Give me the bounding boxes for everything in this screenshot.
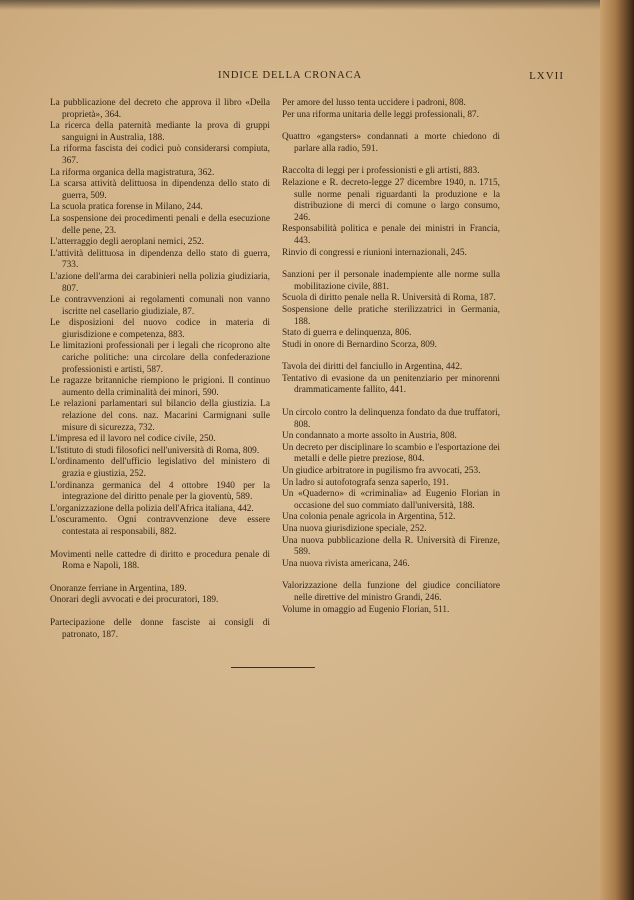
page-header: [0, 70, 600, 86]
index-entry: Un circolo contro la delinquenza fondato da due truffatori, 808.: [282, 408, 500, 430]
index-entry: Un condannato a morte assolto in Austria, 808.: [282, 431, 457, 442]
index-group: [282, 408, 500, 570]
index-entry: Raccolta di leggi per i professionisti e gli artisti, 883.: [282, 166, 480, 177]
index-group: [50, 550, 270, 573]
index-entry: L'ordinanza germanica del 4 ottobre 1940 per la integrazione del diritto penale per la gioventù, 589.: [50, 480, 270, 503]
index-entry: L'azione dell'arma dei carabinieri nella polizia giudiziaria, 807.: [50, 271, 270, 294]
index-entry: Volume in omaggio ad Eugenio Florian, 511.: [282, 604, 450, 615]
group-gap: [282, 121, 500, 132]
index-entry: Le relazioni parlamentari sul bilancio della giustizia. La relazione del cons. naz. Macarini Carmignani sulle misure di sicurezza, 732.: [50, 399, 270, 433]
index-group: [282, 98, 500, 121]
index-entry: Onorari degli avvocati e dei procuratori, 189.: [50, 595, 219, 606]
group-gap: [50, 539, 270, 550]
index-entry: Valorizzazione della funzione del giudice conciliatore nelle direttive del ministro Grandi, 246.: [282, 581, 500, 603]
group-gap: [282, 351, 500, 362]
page-title: INDICE DELLA CRONACA: [218, 70, 362, 81]
index-entry: Per una riforma unitaria delle leggi professionali, 87.: [282, 109, 479, 120]
index-entry: Le limitazioni professionali per i legali che ricoprono alte cariche politiche: una circolare della confederazione professionisti e artisti, 587.: [50, 341, 270, 375]
index-group: [282, 166, 500, 259]
index-entry: Una nuova giurisdizione speciale, 252.: [282, 524, 427, 534]
index-group: [282, 270, 500, 351]
index-entry: Un «Quaderno» di «criminalia» ad Eugenio Florian in occasione del suo commiato dall'università, 188.: [282, 489, 500, 511]
top-edge-shadow: [0, 0, 634, 10]
group-gap: [282, 155, 500, 166]
index-entry: Onoranze ferriane in Argentina, 189.: [50, 583, 187, 594]
index-group: [282, 362, 500, 397]
index-entry: Relazione e R. decreto-legge 27 dicembre 1940, n. 1715, sulle norme penali riguardanti la produzione e la distribuzione di merci di comune o largo consumo, 246.: [282, 177, 500, 223]
index-entry: Un giudice arbitratore in pugilismo fra avvocati, 253.: [282, 466, 481, 477]
index-entry: La ricerca della paternità mediante la prova di gruppi sanguigni in Australia, 188.: [50, 121, 270, 143]
index-entry: La riforma organica della magistratura, 362.: [50, 167, 215, 178]
index-entry: Un decreto per disciplinare lo scambio e l'esportazione dei metalli e delle pietre preziose, 804.: [282, 442, 500, 465]
index-column-right: [282, 98, 500, 616]
index-entry: La riforma fascista dei codici può considerarsi compiuta, 367.: [50, 144, 270, 166]
group-gap: [282, 259, 500, 270]
index-entry: Responsabilità politica e penale dei ministri in Francia, 443.: [282, 224, 500, 246]
index-entry: L'attività delittuosa in dipendenza dello stato di guerra, 733.: [50, 248, 270, 271]
index-column-left: [50, 98, 270, 641]
index-group: [50, 584, 270, 607]
index-entry: Tavola dei diritti del fanciullo in Argentina, 442.: [282, 362, 463, 373]
index-entry: L'organizzazione della polizia dell'Africa italiana, 442.: [50, 503, 254, 514]
group-gap: [282, 570, 500, 581]
group-gap: [50, 607, 270, 618]
group-gap: [282, 397, 500, 408]
index-entry: Un ladro si autofotografa senza saperlo, 191.: [282, 477, 449, 488]
index-entry: L'Istituto di studi filosofici nell'università di Roma, 809.: [50, 445, 260, 456]
index-entry: Tentativo di evasione da un penitenziario per minorenni drammaticamente fallito, 441.: [282, 373, 500, 396]
index-entry: L'impresa ed il lavoro nel codice civile, 250.: [50, 434, 216, 445]
index-entry: Una colonia penale agricola in Argentina, 512.: [282, 512, 456, 523]
group-gap: [50, 573, 270, 584]
index-entry: L'ordinamento dell'ufficio legislativo del ministero di grazia e giustizia, 252.: [50, 457, 270, 479]
index-group: [282, 581, 500, 616]
end-rule: [231, 667, 315, 668]
index-entry: Le contravvenzioni ai regolamenti comunali non vanno iscritte nel casellario giudiziale, 87.: [50, 295, 270, 317]
index-entry: La scarsa attività delittuosa in dipendenza dello stato di guerra, 509.: [50, 179, 270, 201]
index-entry: Una nuova rivista americana, 246.: [282, 558, 410, 569]
index-entry: Movimenti nelle cattedre di diritto e procedura penale di Roma e Napoli, 188.: [50, 549, 270, 572]
page-number: LXVII: [529, 70, 564, 82]
index-entry: Per amore del lusso tenta uccidere i padroni, 808.: [282, 98, 466, 108]
index-entry: Rinvio di congressi e riunioni internazionali, 245.: [282, 247, 467, 258]
index-entry: Partecipazione delle donne fasciste ai consigli di patronato, 187.: [50, 617, 270, 640]
index-entry: Sospensione delle pratiche sterilizzatrici in Germania, 188.: [282, 304, 500, 327]
book-spine-edge: [600, 0, 634, 900]
index-entry: Scuola di diritto penale nella R. Università di Roma, 187.: [282, 293, 496, 304]
index-entry: Le ragazze britanniche riempiono le prigioni. Il continuo aumento della criminalità dei minori, 590.: [50, 376, 270, 398]
index-entry: Stato di guerra e delinquenza, 806.: [282, 328, 412, 339]
index-entry: Quattro «gangsters» condannati a morte chiedono di parlare alla radio, 591.: [282, 132, 500, 154]
index-entry: Le disposizioni del nuovo codice in materia di giurisdizione e competenza, 883.: [50, 318, 270, 340]
index-group: [282, 132, 500, 155]
index-entry: La sospensione dei procedimenti penali e della esecuzione delle pene, 23.: [50, 213, 270, 236]
index-group: [50, 618, 270, 641]
index-entry: La pubblicazione del decreto che approva il libro «Della proprietà», 364.: [50, 98, 270, 120]
index-entry: Una nuova pubblicazione della R. Università di Firenze, 589.: [282, 535, 500, 558]
index-entry: Studi in onore di Bernardino Scorza, 809.: [282, 339, 437, 350]
index-entry: L'atterraggio degli aeroplani nemici, 252.: [50, 237, 204, 248]
index-entry: L'oscuramento. Ogni contravvenzione deve essere contestata ai responsabili, 882.: [50, 515, 270, 537]
index-entry: La scuola pratica forense in Milano, 244.: [50, 202, 203, 213]
index-entry: Sanzioni per il personale inadempiente alle norme sulla mobilitazione civile, 881.: [282, 270, 500, 292]
index-group: [50, 98, 270, 539]
